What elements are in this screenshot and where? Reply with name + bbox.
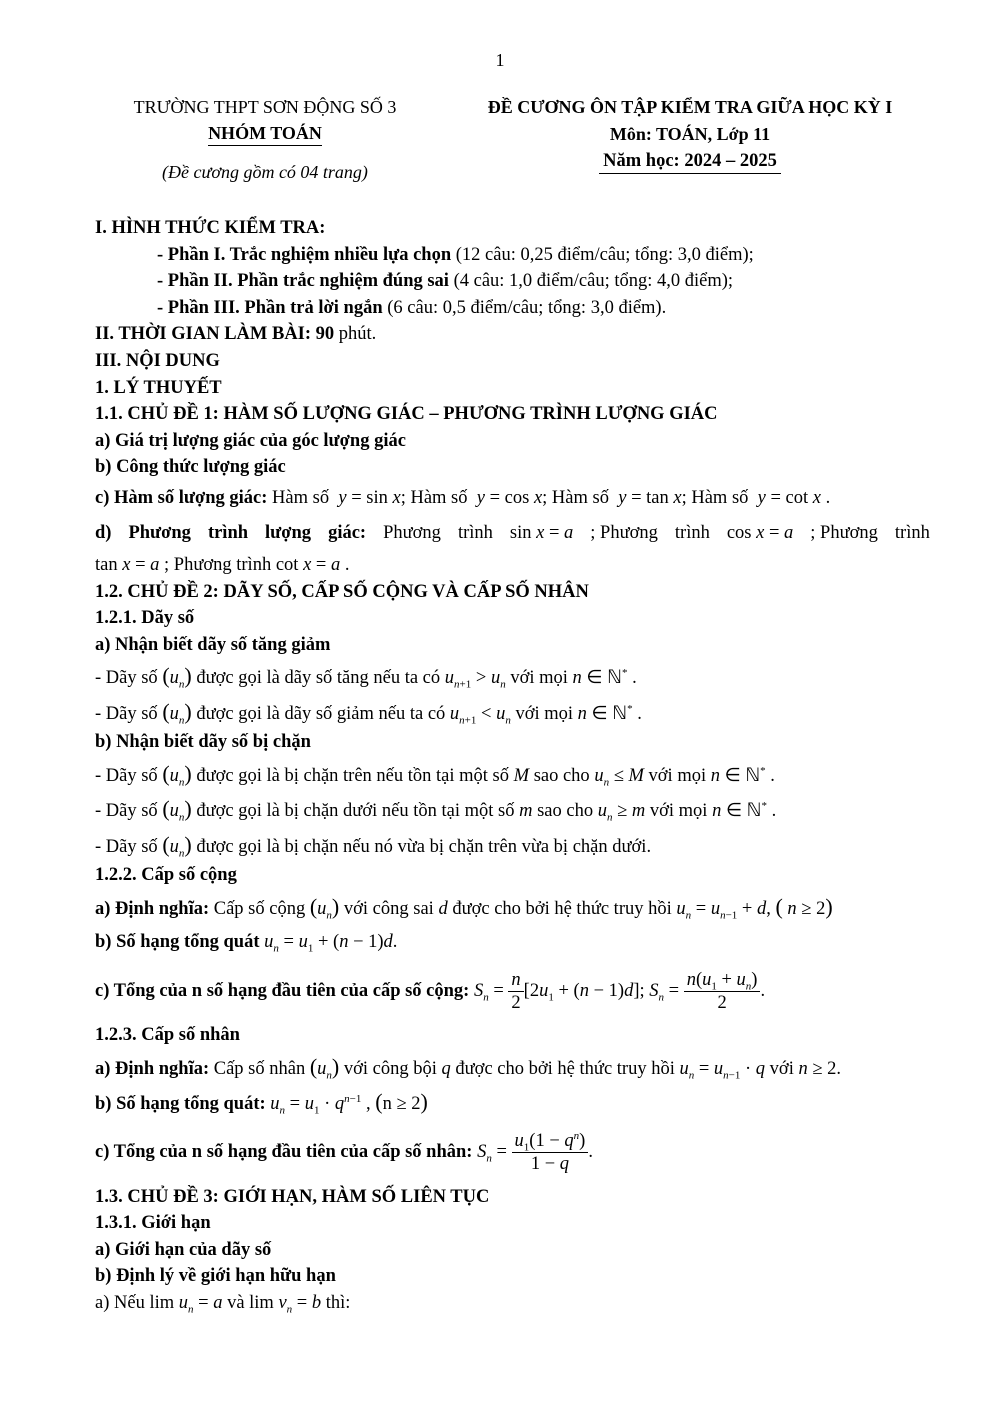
- ap-general-term: b) Số hạng tổng quát $u_n = u_1 + (n - 1)d$.: [95, 931, 398, 955]
- document-title: ĐỀ CƯƠNG ÔN TẬP KIỂM TRA GIỮA HỌC KỲ I: [487, 97, 893, 117]
- trig-equations-line: d) Phương trình lượng giác: Phương trình sin x = a ; Phương trình cos x = a ; Phương trình: [95, 523, 930, 544]
- header-right: [450, 94, 930, 175]
- exam-part-3: - Phần III. Phần trả lời ngắn (6 câu: 0,5 điểm/câu; tổng: 3,0 điểm).: [157, 297, 667, 318]
- topic-heading: 1.3. CHỦ ĐỀ 3: GIỚI HẠN, HÀM SỐ LIÊN TỤC: [95, 1186, 490, 1207]
- school-year: Năm học: 2024 – 2025: [599, 149, 781, 174]
- page-count-note: (Đề cương gồm có 04 trang): [162, 162, 368, 182]
- bounded-def: - Dãy số $(u_n)$ được gọi là bị chặn nếu nó vừa bị chặn trên vừa bị chặn dưới.: [95, 831, 652, 860]
- topic-heading: 1.1. CHỦ ĐỀ 1: HÀM SỐ LƯỢNG GIÁC – PHƯƠNG TRÌNH LƯỢNG GIÁC: [95, 404, 718, 425]
- trig-equations-line-2: tan x = a ; Phương trình cot x = a .: [95, 554, 350, 575]
- trig-functions-line: c) Hàm số lượng giác: Hàm số y = sin x; Hàm số y = cos x; Hàm số y = tan x; Hàm số y = cot x .: [95, 487, 831, 508]
- gp-sum: c) Tổng của n số hạng đầu tiên của cấp số nhân: $S_n$ = $\frac{u_1(1 - q^n)}{1 - q}$ .: [95, 1129, 593, 1174]
- ap-sum: c) Tổng của n số hạng đầu tiên của cấp số cộng: $S_n$ = $\frac{n}{2}$ $[2u_1 + (n - 1)d]$; $S_n$ = $\frac{n(u_1 + u_n)}{2}$ .: [95, 970, 766, 1014]
- subsection-heading: 1.2.3. Cấp số nhân: [95, 1025, 240, 1045]
- header-left: [95, 94, 435, 186]
- decreasing-def: - Dãy số $(u_n)$ được gọi là dãy số giảm nếu ta có $u_{n+1} < u_n$ với mọi n ∈ ℕ* .: [95, 698, 642, 727]
- page-number: 1: [495, 50, 505, 70]
- group-name: NHÓM TOÁN: [208, 121, 322, 146]
- topic-heading: 1.2. CHỦ ĐỀ 2: DÃY SỐ, CẤP SỐ CỘNG VÀ CẤP SỐ NHÂN: [95, 581, 589, 602]
- item-heading: a) Giá trị lượng giác của góc lượng giác: [95, 430, 406, 451]
- item-heading: b) Công thức lượng giác: [95, 457, 286, 478]
- subsection-heading: 1. LÝ THUYẾT: [95, 377, 222, 398]
- upper-bound-def: - Dãy số $(u_n)$ được gọi là bị chặn trên nếu tồn tại một số M sao cho $u_n \le M$ với mọi n ∈ ℕ* .: [95, 760, 775, 789]
- limit-theorem-line: a) Nếu $\lim u_n = a$ và $\lim v_n = b$ thì:: [95, 1292, 351, 1316]
- school-name: TRƯỜNG THPT SƠN ĐỘNG SỐ 3: [133, 97, 397, 117]
- increasing-def: - Dãy số $(u_n)$ được gọi là dãy số tăng nếu ta có $u_{n+1} > u_n$ với mọi n ∈ ℕ* .: [95, 663, 637, 691]
- subsection-heading: 1.2.2. Cấp số cộng: [95, 865, 237, 886]
- section-heading: II. THỜI GIAN LÀM BÀI: 90 phút.: [95, 324, 377, 345]
- lower-bound-def: - Dãy số $(u_n)$ được gọi là bị chặn dưới nếu tồn tại một số m sao cho $u_n \ge m$ với mọi n ∈ ℕ* .: [95, 796, 777, 825]
- subject-line: Môn: TOÁN, Lớp 11: [609, 124, 771, 144]
- exam-part-2: - Phần II. Phần trắc nghiệm đúng sai (4 câu: 1,0 điểm/câu; tổng: 4,0 điểm);: [157, 271, 734, 292]
- item-heading: b) Nhận biết dãy số bị chặn: [95, 732, 311, 753]
- gp-definition: a) Định nghĩa: Cấp số nhân $(u_n)$ với công bội q được cho bởi hệ thức truy hồi $u_n = u_{n-1} \cdot q$ với n ≥ 2.: [95, 1053, 842, 1082]
- section-heading: I. HÌNH THỨC KIỂM TRA:: [95, 218, 326, 238]
- exam-part-1: - Phần I. Trắc nghiệm nhiều lựa chọn (12 câu: 0,25 điểm/câu; tổng: 3,0 điểm);: [157, 244, 754, 265]
- gp-general-term: b) Số hạng tổng quát: $u_n = u_1 \cdot q^{n-1}$ , (n ≥ 2): [95, 1089, 428, 1117]
- main-content: [95, 215, 930, 1317]
- item-heading: b) Định lý về giới hạn hữu hạn: [95, 1266, 336, 1287]
- section-heading: III. NỘI DUNG: [95, 350, 220, 371]
- subsection-heading: 1.3.1. Giới hạn: [95, 1213, 211, 1234]
- item-heading: a) Nhận biết dãy số tăng giảm: [95, 634, 331, 655]
- ap-definition: a) Định nghĩa: Cấp số cộng $(u_n)$ với công sai d được cho bởi hệ thức truy hồi $u_n = u_{n-1} + d$, ( n ≥ 2): [95, 894, 833, 922]
- subsection-heading: 1.2.1. Dãy số: [95, 608, 195, 629]
- item-heading: a) Giới hạn của dãy số: [95, 1239, 272, 1260]
